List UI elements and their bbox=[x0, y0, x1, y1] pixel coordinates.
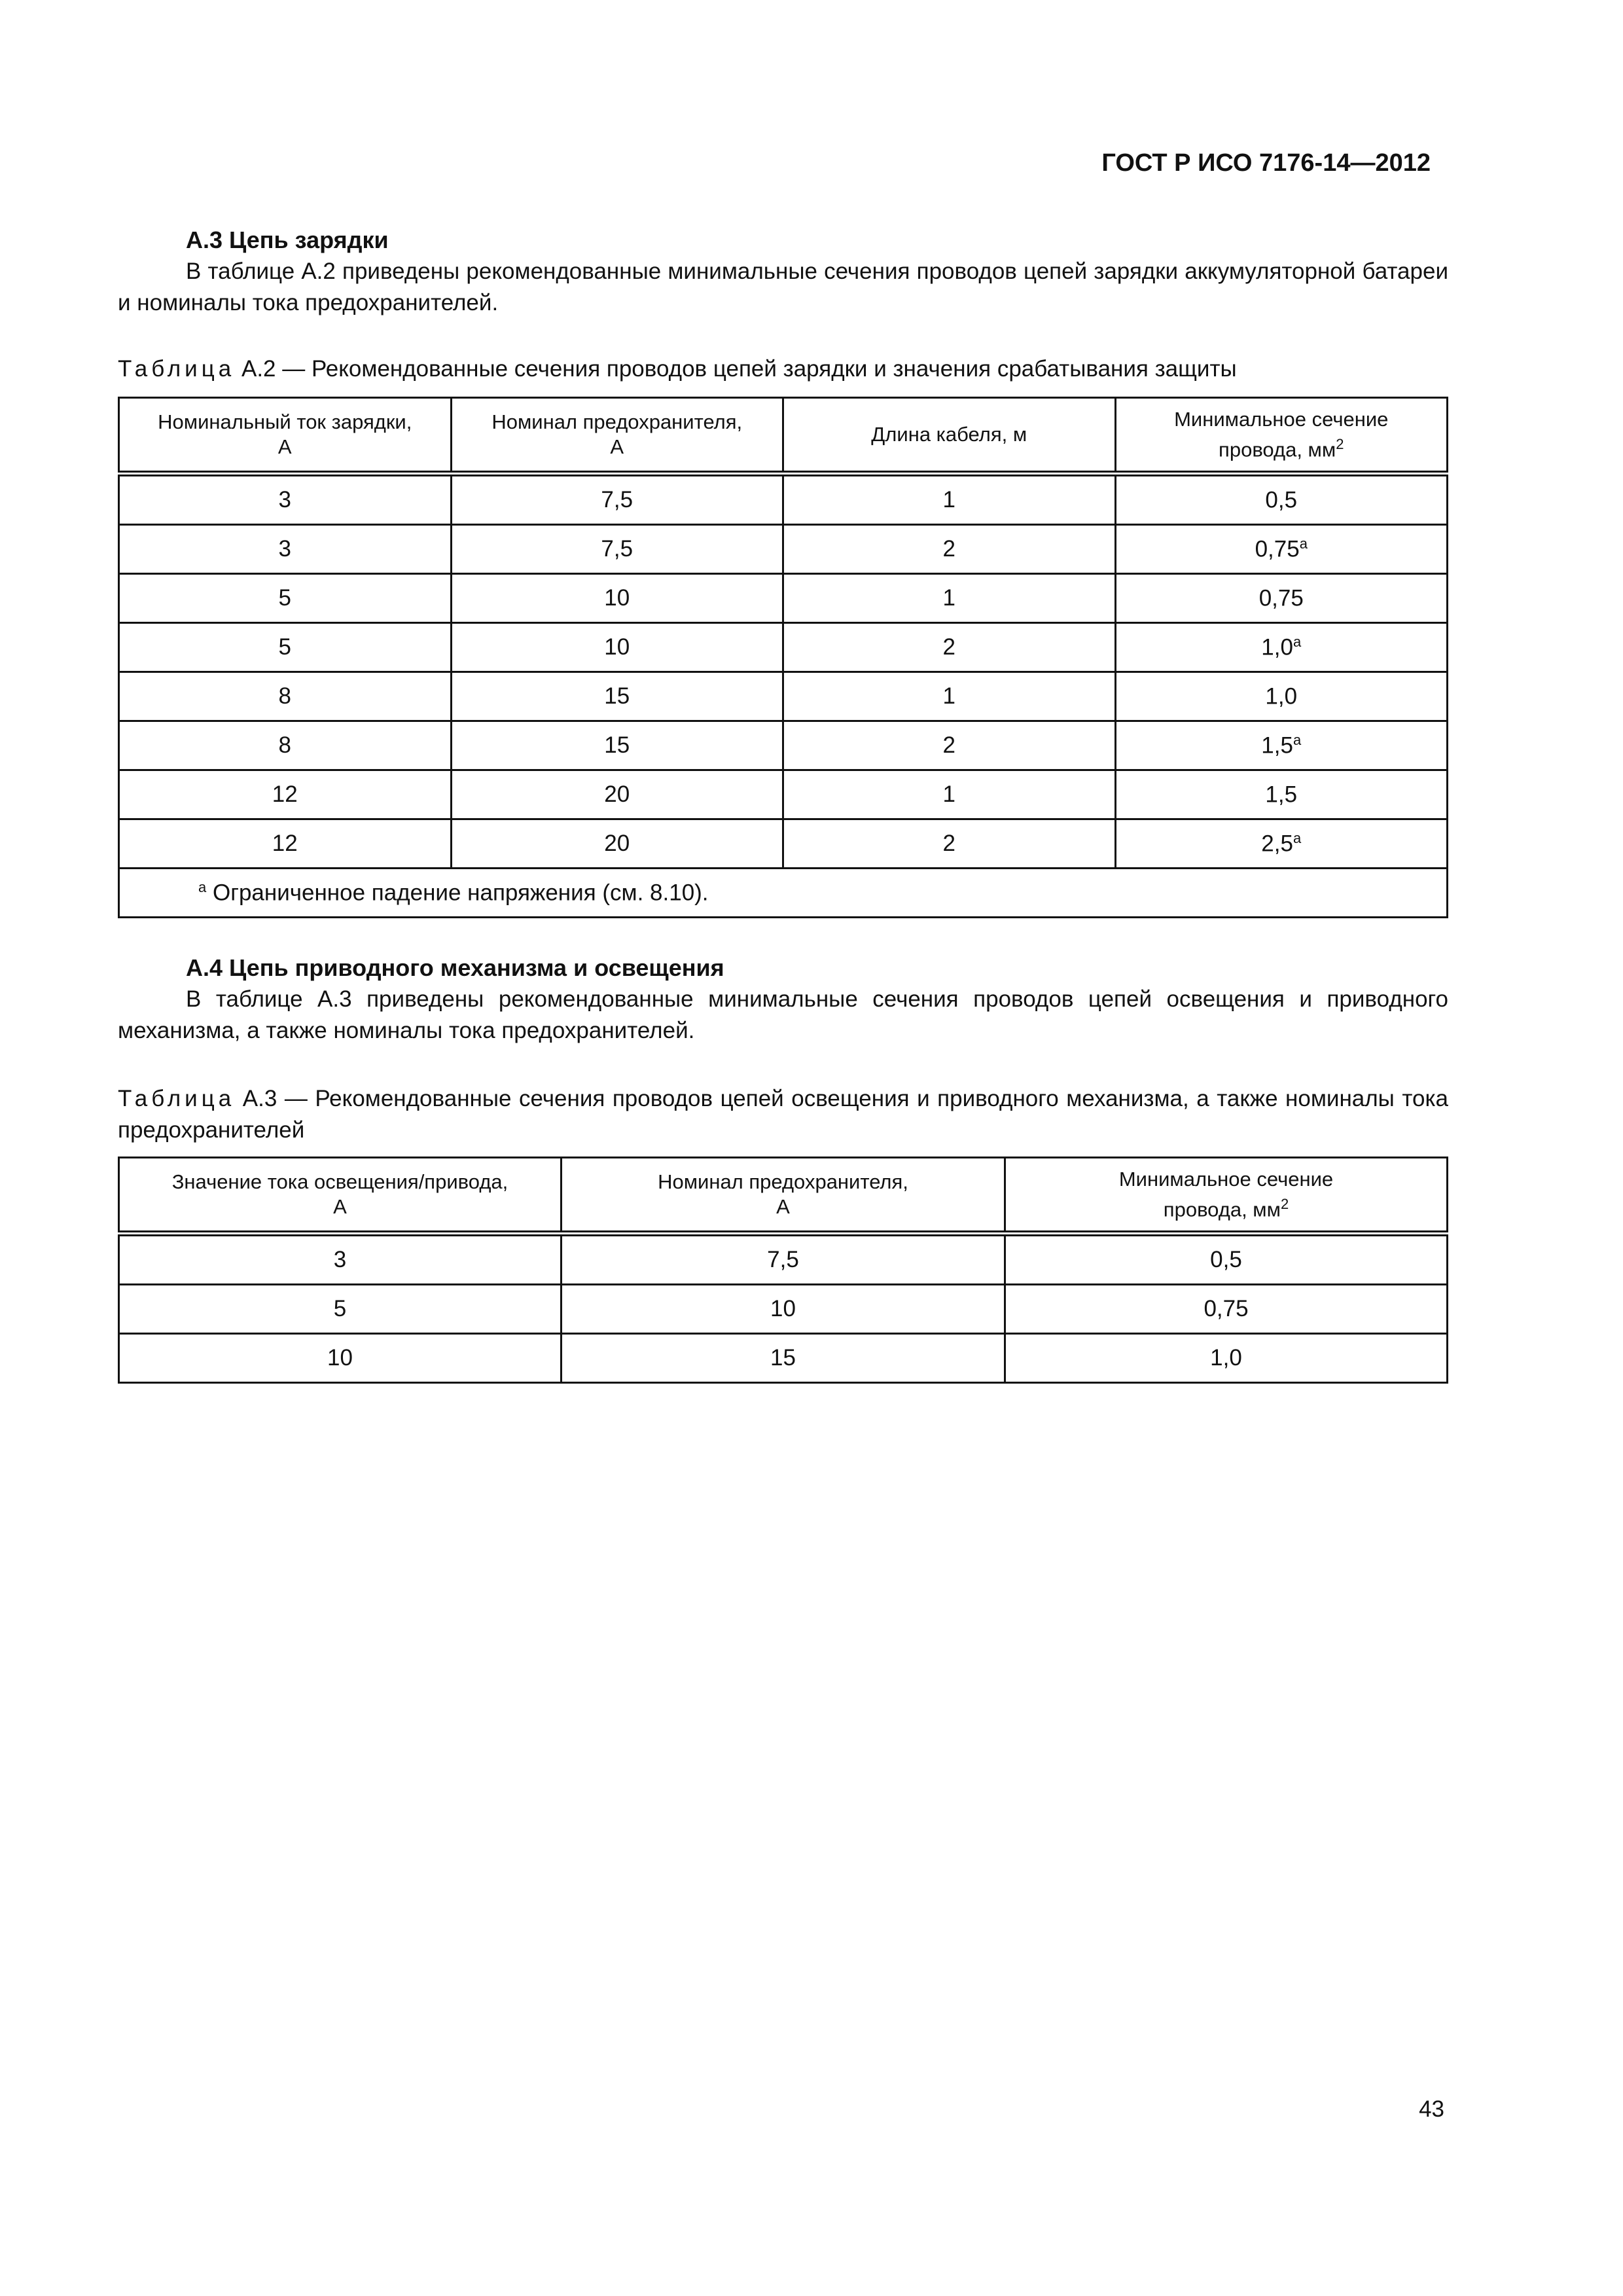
cell-current: 3 bbox=[119, 1234, 562, 1285]
table-row bbox=[119, 1285, 1448, 1334]
cell-current: 5 bbox=[119, 574, 452, 623]
cell-current: 5 bbox=[119, 623, 452, 672]
cell-current: 5 bbox=[119, 1285, 562, 1334]
cell-length: 2 bbox=[783, 721, 1116, 770]
caption-text: А.3 — Рекомендованные сечения проводов цепей освещения и приводного механизма, а также номиналы тока предохранителей bbox=[118, 1086, 1448, 1143]
table-header-row bbox=[119, 1158, 1448, 1234]
header-min-cross-section: Минимальное сечение провода, $мм^2$ bbox=[1115, 398, 1448, 474]
cell-fuse: 20 bbox=[451, 819, 783, 869]
header-charging-current: Номинальный ток зарядки, А bbox=[119, 398, 452, 474]
table-header-row bbox=[119, 398, 1448, 474]
header-lighting-current: Значение тока освещения/привода, А bbox=[119, 1158, 562, 1234]
cell-fuse: 10 bbox=[451, 574, 783, 623]
cell-current: 8 bbox=[119, 721, 452, 770]
table-row bbox=[119, 770, 1448, 819]
cell-section: 0,5 bbox=[1115, 474, 1448, 525]
table-a3-caption bbox=[118, 1083, 1448, 1146]
section-a4 bbox=[118, 952, 1448, 1047]
cell-fuse: 10 bbox=[561, 1285, 1005, 1334]
section-paragraph: В таблице А.2 приведены рекомендованные минимальные сечения проводов цепей зарядки аккумуляторной батареи и номиналы тока предохранителей. bbox=[118, 259, 1448, 315]
section-heading: А.4 Цепь приводного механизма и освещения bbox=[186, 954, 724, 981]
cell-length: 2 bbox=[783, 525, 1116, 574]
cell-length: 1 bbox=[783, 770, 1116, 819]
cell-current: 12 bbox=[119, 770, 452, 819]
table-a2 bbox=[118, 397, 1448, 918]
cell-section: 0,75 bbox=[1005, 1285, 1448, 1334]
cell-current: 8 bbox=[119, 672, 452, 721]
caption-text: А.2 — Рекомендованные сечения проводов цепей зарядки и значения срабатывания защиты bbox=[241, 356, 1237, 382]
caption-label: Таблица bbox=[118, 356, 236, 382]
cell-section: $1,5^а$ bbox=[1115, 721, 1448, 770]
table-row bbox=[119, 574, 1448, 623]
cell-fuse: 15 bbox=[451, 672, 783, 721]
table-row bbox=[119, 623, 1448, 672]
cell-current: 3 bbox=[119, 474, 452, 525]
document-code: ГОСТ Р ИСО 7176-14—2012 bbox=[1101, 149, 1431, 177]
table-row bbox=[119, 1234, 1448, 1285]
table-a3 bbox=[118, 1157, 1448, 1384]
table-row bbox=[119, 1334, 1448, 1383]
cell-section: $2,5^а$ bbox=[1115, 819, 1448, 869]
cell-section: $1,0^а$ bbox=[1115, 623, 1448, 672]
cell-fuse: 15 bbox=[561, 1334, 1005, 1383]
cell-section: 1,0 bbox=[1005, 1334, 1448, 1383]
header-fuse-rating: Номинал предохранителя, А bbox=[451, 398, 783, 474]
cell-length: 1 bbox=[783, 574, 1116, 623]
cell-current: 3 bbox=[119, 525, 452, 574]
cell-fuse: 7,5 bbox=[561, 1234, 1005, 1285]
cell-section: 1,0 bbox=[1115, 672, 1448, 721]
cell-current: 12 bbox=[119, 819, 452, 869]
cell-fuse: 7,5 bbox=[451, 525, 783, 574]
header-min-cross-section: Минимальное сечение провода, $мм^2$ bbox=[1005, 1158, 1448, 1234]
table-row bbox=[119, 721, 1448, 770]
section-paragraph: В таблице А.3 приведены рекомендованные минимальные сечения проводов цепей освещения и приводного механизма, а также номиналы тока предохранителей. bbox=[118, 986, 1448, 1043]
cell-section: 1,5 bbox=[1115, 770, 1448, 819]
cell-length: 1 bbox=[783, 672, 1116, 721]
table-row bbox=[119, 525, 1448, 574]
header-cable-length: Длина кабеля, м bbox=[783, 398, 1116, 474]
section-heading: А.3 Цепь зарядки bbox=[186, 226, 389, 253]
cell-section: 0,75 bbox=[1115, 574, 1448, 623]
cell-fuse: 7,5 bbox=[451, 474, 783, 525]
caption-label: Таблица bbox=[118, 1086, 236, 1111]
table-footnote: $^а$ Ограниченное падение напряжения (см. 8.10). bbox=[119, 869, 1448, 918]
cell-current: 10 bbox=[119, 1334, 562, 1383]
table-row bbox=[119, 819, 1448, 869]
cell-length: 2 bbox=[783, 819, 1116, 869]
section-a3 bbox=[118, 224, 1448, 319]
table-a2-caption bbox=[118, 353, 1448, 385]
table-row bbox=[119, 474, 1448, 525]
cell-length: 2 bbox=[783, 623, 1116, 672]
table-footnote-row bbox=[119, 869, 1448, 918]
cell-fuse: 20 bbox=[451, 770, 783, 819]
cell-fuse: 15 bbox=[451, 721, 783, 770]
cell-length: 1 bbox=[783, 474, 1116, 525]
page-number: 43 bbox=[1419, 2096, 1444, 2122]
cell-section: $0,75^а$ bbox=[1115, 525, 1448, 574]
table-row bbox=[119, 672, 1448, 721]
header-fuse-rating: Номинал предохранителя, А bbox=[561, 1158, 1005, 1234]
cell-fuse: 10 bbox=[451, 623, 783, 672]
cell-section: 0,5 bbox=[1005, 1234, 1448, 1285]
